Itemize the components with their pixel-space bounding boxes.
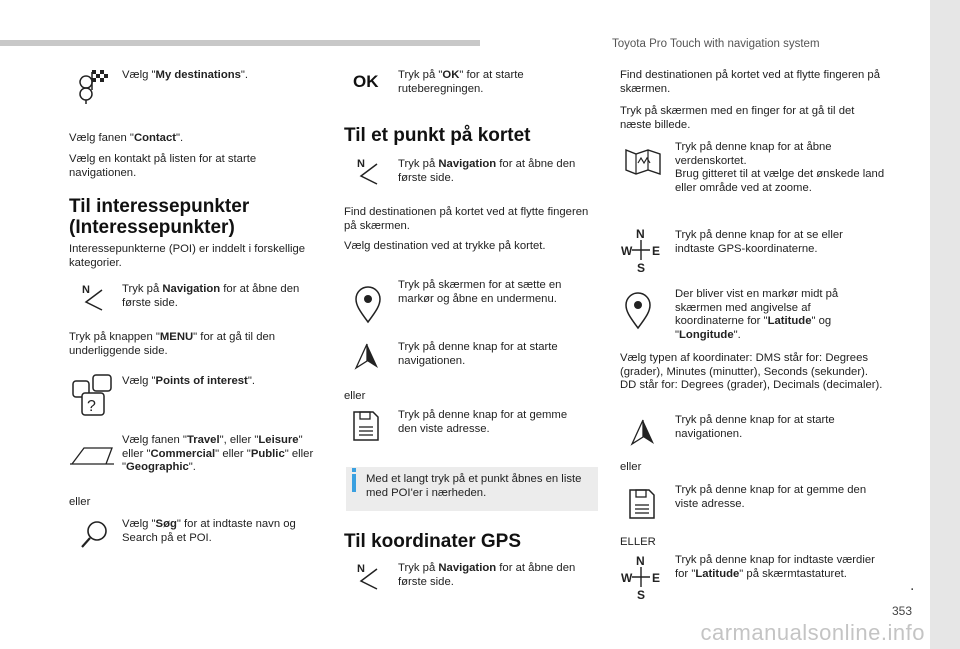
eller-text-2: eller <box>344 390 366 402</box>
navigation-text-2: Tryk på Navigation for at åbne den første side. <box>398 158 576 184</box>
svg-text:S: S <box>637 261 646 274</box>
navigation-text-3: Tryk på Navigation for at åbne den første side. <box>398 562 576 588</box>
gps-coordinates-icon <box>620 553 662 601</box>
navigation-icon <box>355 156 381 186</box>
continuation-marker: . <box>910 577 915 594</box>
poi-heading: Til interessepunkter (Interessepunkter) <box>69 196 250 238</box>
set-marker-text: Tryk på skærmen for at sætte en markør og åbne en undermenu. <box>398 279 562 305</box>
navigation-icon <box>80 282 106 312</box>
gps-heading: Til koordinater GPS <box>344 531 522 552</box>
svg-text:N: N <box>636 554 645 568</box>
svg-text:N: N <box>357 563 365 575</box>
tab-category-icon <box>70 444 114 466</box>
map-marker-icon <box>353 284 383 324</box>
save-icon <box>628 488 656 520</box>
coordinate-type-text: Vælg typen af koordinater: DMS står for: Degrees (grader), Minutes (minutter), Seconds (sekunder). DD står for: Degrees (grader), Decimals (decimaler). <box>620 352 883 391</box>
svg-text:E: E <box>652 244 661 258</box>
search-icon <box>80 520 108 550</box>
header-rule <box>0 40 480 46</box>
save-icon <box>352 410 380 442</box>
start-navigation-text-2: Tryk på denne knap for at starte navigationen. <box>675 414 835 440</box>
svg-text:N: N <box>357 158 365 170</box>
eller-caps-text: ELLER <box>620 536 656 548</box>
svg-text:S: S <box>637 588 646 601</box>
svg-text:W: W <box>621 571 633 585</box>
svg-text:E: E <box>652 571 661 585</box>
poi-intro: Interessepunkterne (POI) er inddelt i forskellige kategorier. <box>69 243 306 269</box>
enter-latitude-text: Tryk på denne knap for indtaste værdier for "Latitude" på skærmtastaturet. <box>675 554 875 580</box>
find-destination-text: Find destinationen på kortet ved at flytte fingeren på skærmen. <box>344 206 589 232</box>
svg-text:?: ? <box>87 398 96 415</box>
category-tabs-text: Vælg fanen "Travel", eller "Leisure" eller "Commercial" eller "Public" eller "Geographic". <box>122 434 314 473</box>
my-destinations-text: Vælg "My destinations". <box>122 69 249 81</box>
my-destinations-icon <box>78 66 110 106</box>
running-header: Toyota Pro Touch with navigation system <box>612 38 820 50</box>
eller-text-1: eller <box>69 496 91 508</box>
contact-tab-text: Vælg fanen "Contact". <box>69 132 184 144</box>
find-destination-text-2: Find destinationen på kortet ved at flytte fingeren på skærmen. <box>620 69 880 95</box>
world-map-text: Tryk på denne knap for at åbne verdenskortet. Brug gitteret til at vælge det ønskede land eller område ved at zoome. <box>675 141 885 194</box>
search-text: Vælg "Søg" for at indtaste navn og Search på et POI. <box>122 518 296 544</box>
points-of-interest-icon <box>72 373 114 417</box>
svg-text:N: N <box>82 284 90 296</box>
ok-icon: OK <box>353 72 379 91</box>
poi-select-text: Vælg "Points of interest". <box>122 375 255 387</box>
start-navigation-icon <box>630 418 656 446</box>
page-side-band <box>930 0 960 649</box>
gps-coordinates-icon <box>620 226 662 274</box>
save-address-text-2: Tryk på denne knap for at gemme den viste adresse. <box>675 484 867 510</box>
navigation-text-1: Tryk på Navigation for at åbne den første side. <box>122 283 300 309</box>
svg-text:N: N <box>636 227 645 241</box>
page-number: 353 <box>892 604 913 618</box>
start-navigation-text-1: Tryk på denne knap for at starte navigationen. <box>398 341 558 367</box>
save-address-text-1: Tryk på denne knap for at gemme den viste adresse. <box>398 409 568 435</box>
select-destination-text: Vælg destination ved at trykke på kortet. <box>344 240 546 252</box>
svg-text:W: W <box>621 244 633 258</box>
gps-view-text: Tryk på denne knap for at se eller indtaste GPS-koordinaterne. <box>675 229 843 255</box>
choose-contact-text: Vælg en kontakt på listen for at starte navigationen. <box>69 153 257 179</box>
marker-coordinates-text: Der bliver vist en markør midt på skærmen med angivelse af koordinaterne for "Latitude" og "Longitude". <box>675 288 839 341</box>
watermark: carmanualsonline.info <box>700 620 925 645</box>
map-point-heading: Til et punkt på kortet <box>344 125 531 146</box>
map-marker-icon <box>623 290 653 330</box>
start-navigation-icon <box>354 342 380 370</box>
next-image-text: Tryk på skærmen med en finger for at gå til det næste billede. <box>620 105 855 131</box>
eller-text-3: eller <box>620 461 642 473</box>
menu-text: Tryk på knappen "MENU" for at gå til den underliggende side. <box>69 331 276 357</box>
info-icon-bar <box>352 474 356 492</box>
ok-text: Tryk på "OK" for at starte ruteberegningen. <box>398 69 524 95</box>
info-text: Med et langt tryk på et punkt åbnes en liste med POI'er i nærheden. <box>366 473 582 499</box>
navigation-icon <box>355 561 381 591</box>
info-icon <box>352 468 356 472</box>
world-map-icon <box>624 146 664 178</box>
